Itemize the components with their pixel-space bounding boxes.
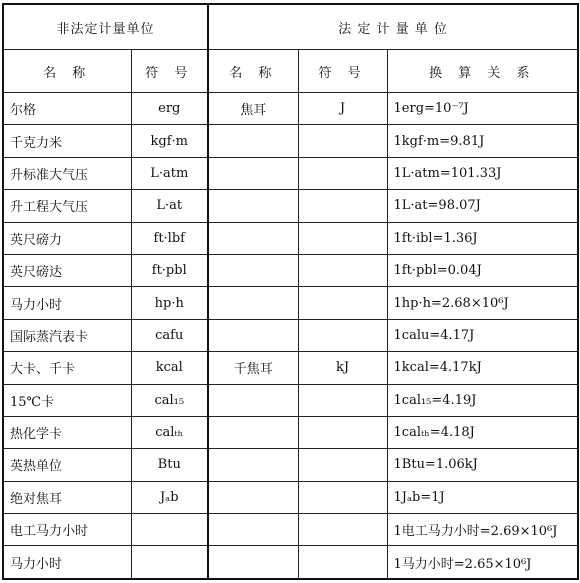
table-row	[3, 449, 578, 481]
legal-unit-name-cell: 焦耳	[208, 93, 298, 125]
unit-symbol-cell: Jₐb	[131, 481, 208, 513]
legal-unit-symbol-cell	[298, 546, 387, 579]
unit-conversion-table	[2, 3, 579, 580]
legal-name-column-header: 名 称	[208, 50, 298, 93]
unit-name-cell: 马力小时	[3, 546, 131, 579]
legal-unit-name-cell	[208, 190, 298, 222]
legal-unit-symbol-cell	[298, 416, 387, 448]
unit-name-cell: 大卡、千卡	[3, 352, 131, 384]
unit-symbol-cell: L·at	[131, 190, 208, 222]
legal-symbol-column-header: 符 号	[298, 50, 387, 93]
unit-name-cell: 绝对焦耳	[3, 481, 131, 513]
legal-unit-symbol-cell	[298, 125, 387, 157]
legal-unit-name-cell	[208, 157, 298, 189]
legal-unit-name-cell	[208, 319, 298, 351]
unit-name-cell: 15℃卡	[3, 384, 131, 416]
legal-units-header: 法 定 计 量 单 位	[208, 4, 578, 50]
legal-unit-name-cell	[208, 416, 298, 448]
conversion-cell: 1ft·pbl=0.04J	[387, 254, 578, 286]
table-row	[3, 93, 578, 125]
unit-name-cell: 升标准大气压	[3, 157, 131, 189]
legal-unit-symbol-cell	[298, 287, 387, 319]
unit-name-cell: 英尺磅达	[3, 254, 131, 286]
conversion-cell: 1电工马力小时=2.69×10⁶J	[387, 514, 578, 546]
legal-unit-symbol-cell	[298, 319, 387, 351]
legal-unit-name-cell: 千焦耳	[208, 352, 298, 384]
unit-symbol-cell: ft·lbf	[131, 222, 208, 254]
legal-unit-name-cell	[208, 384, 298, 416]
legal-unit-symbol-cell	[298, 254, 387, 286]
conversion-cell: 1Btu=1.06kJ	[387, 449, 578, 481]
conversion-cell: 1L·atm=101.33J	[387, 157, 578, 189]
legal-unit-symbol-cell	[298, 449, 387, 481]
table-row	[3, 481, 578, 513]
unit-name-cell: 电工马力小时	[3, 514, 131, 546]
conversion-cell: 1calₜₕ=4.18J	[387, 416, 578, 448]
table-row	[3, 157, 578, 189]
conversion-cell: 1hp·h=2.68×10⁶J	[387, 287, 578, 319]
unit-name-cell: 马力小时	[3, 287, 131, 319]
conversion-cell: 1Jₐb=1J	[387, 481, 578, 513]
unit-name-cell: 国际蒸汽表卡	[3, 319, 131, 351]
legal-unit-symbol-cell	[298, 157, 387, 189]
conversion-cell: 1kgf·m=9.81J	[387, 125, 578, 157]
table-row	[3, 254, 578, 286]
name-column-header: 名 称	[3, 50, 131, 93]
table-row	[3, 384, 578, 416]
symbol-column-header: 符 号	[131, 50, 208, 93]
unit-symbol-cell: L·atm	[131, 157, 208, 189]
table-row	[3, 352, 578, 384]
legal-unit-name-cell	[208, 125, 298, 157]
conversion-cell: 1马力小时=2.65×10⁶J	[387, 546, 578, 579]
table-row	[3, 287, 578, 319]
unit-name-cell: 热化学卡	[3, 416, 131, 448]
unit-symbol-cell: kcal	[131, 352, 208, 384]
legal-unit-symbol-cell	[298, 481, 387, 513]
legal-unit-name-cell	[208, 449, 298, 481]
legal-unit-symbol-cell: kJ	[298, 352, 387, 384]
unit-symbol-cell: cal₁₅	[131, 384, 208, 416]
table-row	[3, 125, 578, 157]
conversion-cell: 1L·at=98.07J	[387, 190, 578, 222]
legal-unit-name-cell	[208, 546, 298, 579]
unit-name-cell: 升工程大气压	[3, 190, 131, 222]
conversion-cell: 1calu=4.17J	[387, 319, 578, 351]
table-row	[3, 514, 578, 546]
conversion-cell: 1erg=10⁻⁷J	[387, 93, 578, 125]
conversion-cell: 1ft·ibl=1.36J	[387, 222, 578, 254]
legal-unit-name-cell	[208, 481, 298, 513]
non-legal-units-header: 非法定计量单位	[3, 4, 208, 50]
legal-unit-symbol-cell: J	[298, 93, 387, 125]
unit-symbol-cell: Btu	[131, 449, 208, 481]
legal-unit-symbol-cell	[298, 514, 387, 546]
unit-name-cell: 千克力米	[3, 125, 131, 157]
legal-unit-name-cell	[208, 287, 298, 319]
legal-unit-name-cell	[208, 222, 298, 254]
table-row	[3, 546, 578, 579]
table-row	[3, 416, 578, 448]
table-row	[3, 190, 578, 222]
legal-unit-symbol-cell	[298, 190, 387, 222]
unit-symbol-cell: calₜₕ	[131, 416, 208, 448]
unit-symbol-cell: ft·pbl	[131, 254, 208, 286]
legal-unit-name-cell	[208, 514, 298, 546]
table-row	[3, 222, 578, 254]
unit-symbol-cell: hp·h	[131, 287, 208, 319]
unit-name-cell: 英热单位	[3, 449, 131, 481]
conversion-column-header: 换 算 关 系	[387, 50, 578, 93]
unit-symbol-cell: kgf·m	[131, 125, 208, 157]
conversion-cell: 1kcal=4.17kJ	[387, 352, 578, 384]
legal-unit-name-cell	[208, 254, 298, 286]
legal-unit-symbol-cell	[298, 384, 387, 416]
unit-name-cell: 英尺磅力	[3, 222, 131, 254]
table-row	[3, 319, 578, 351]
legal-unit-symbol-cell	[298, 222, 387, 254]
conversion-cell: 1cal₁₅=4.19J	[387, 384, 578, 416]
column-header-row	[3, 50, 578, 93]
unit-symbol-cell: cafu	[131, 319, 208, 351]
group-header-row	[3, 4, 578, 50]
unit-symbol-cell	[131, 546, 208, 579]
unit-name-cell: 尔格	[3, 93, 131, 125]
unit-symbol-cell	[131, 514, 208, 546]
unit-symbol-cell: erg	[131, 93, 208, 125]
